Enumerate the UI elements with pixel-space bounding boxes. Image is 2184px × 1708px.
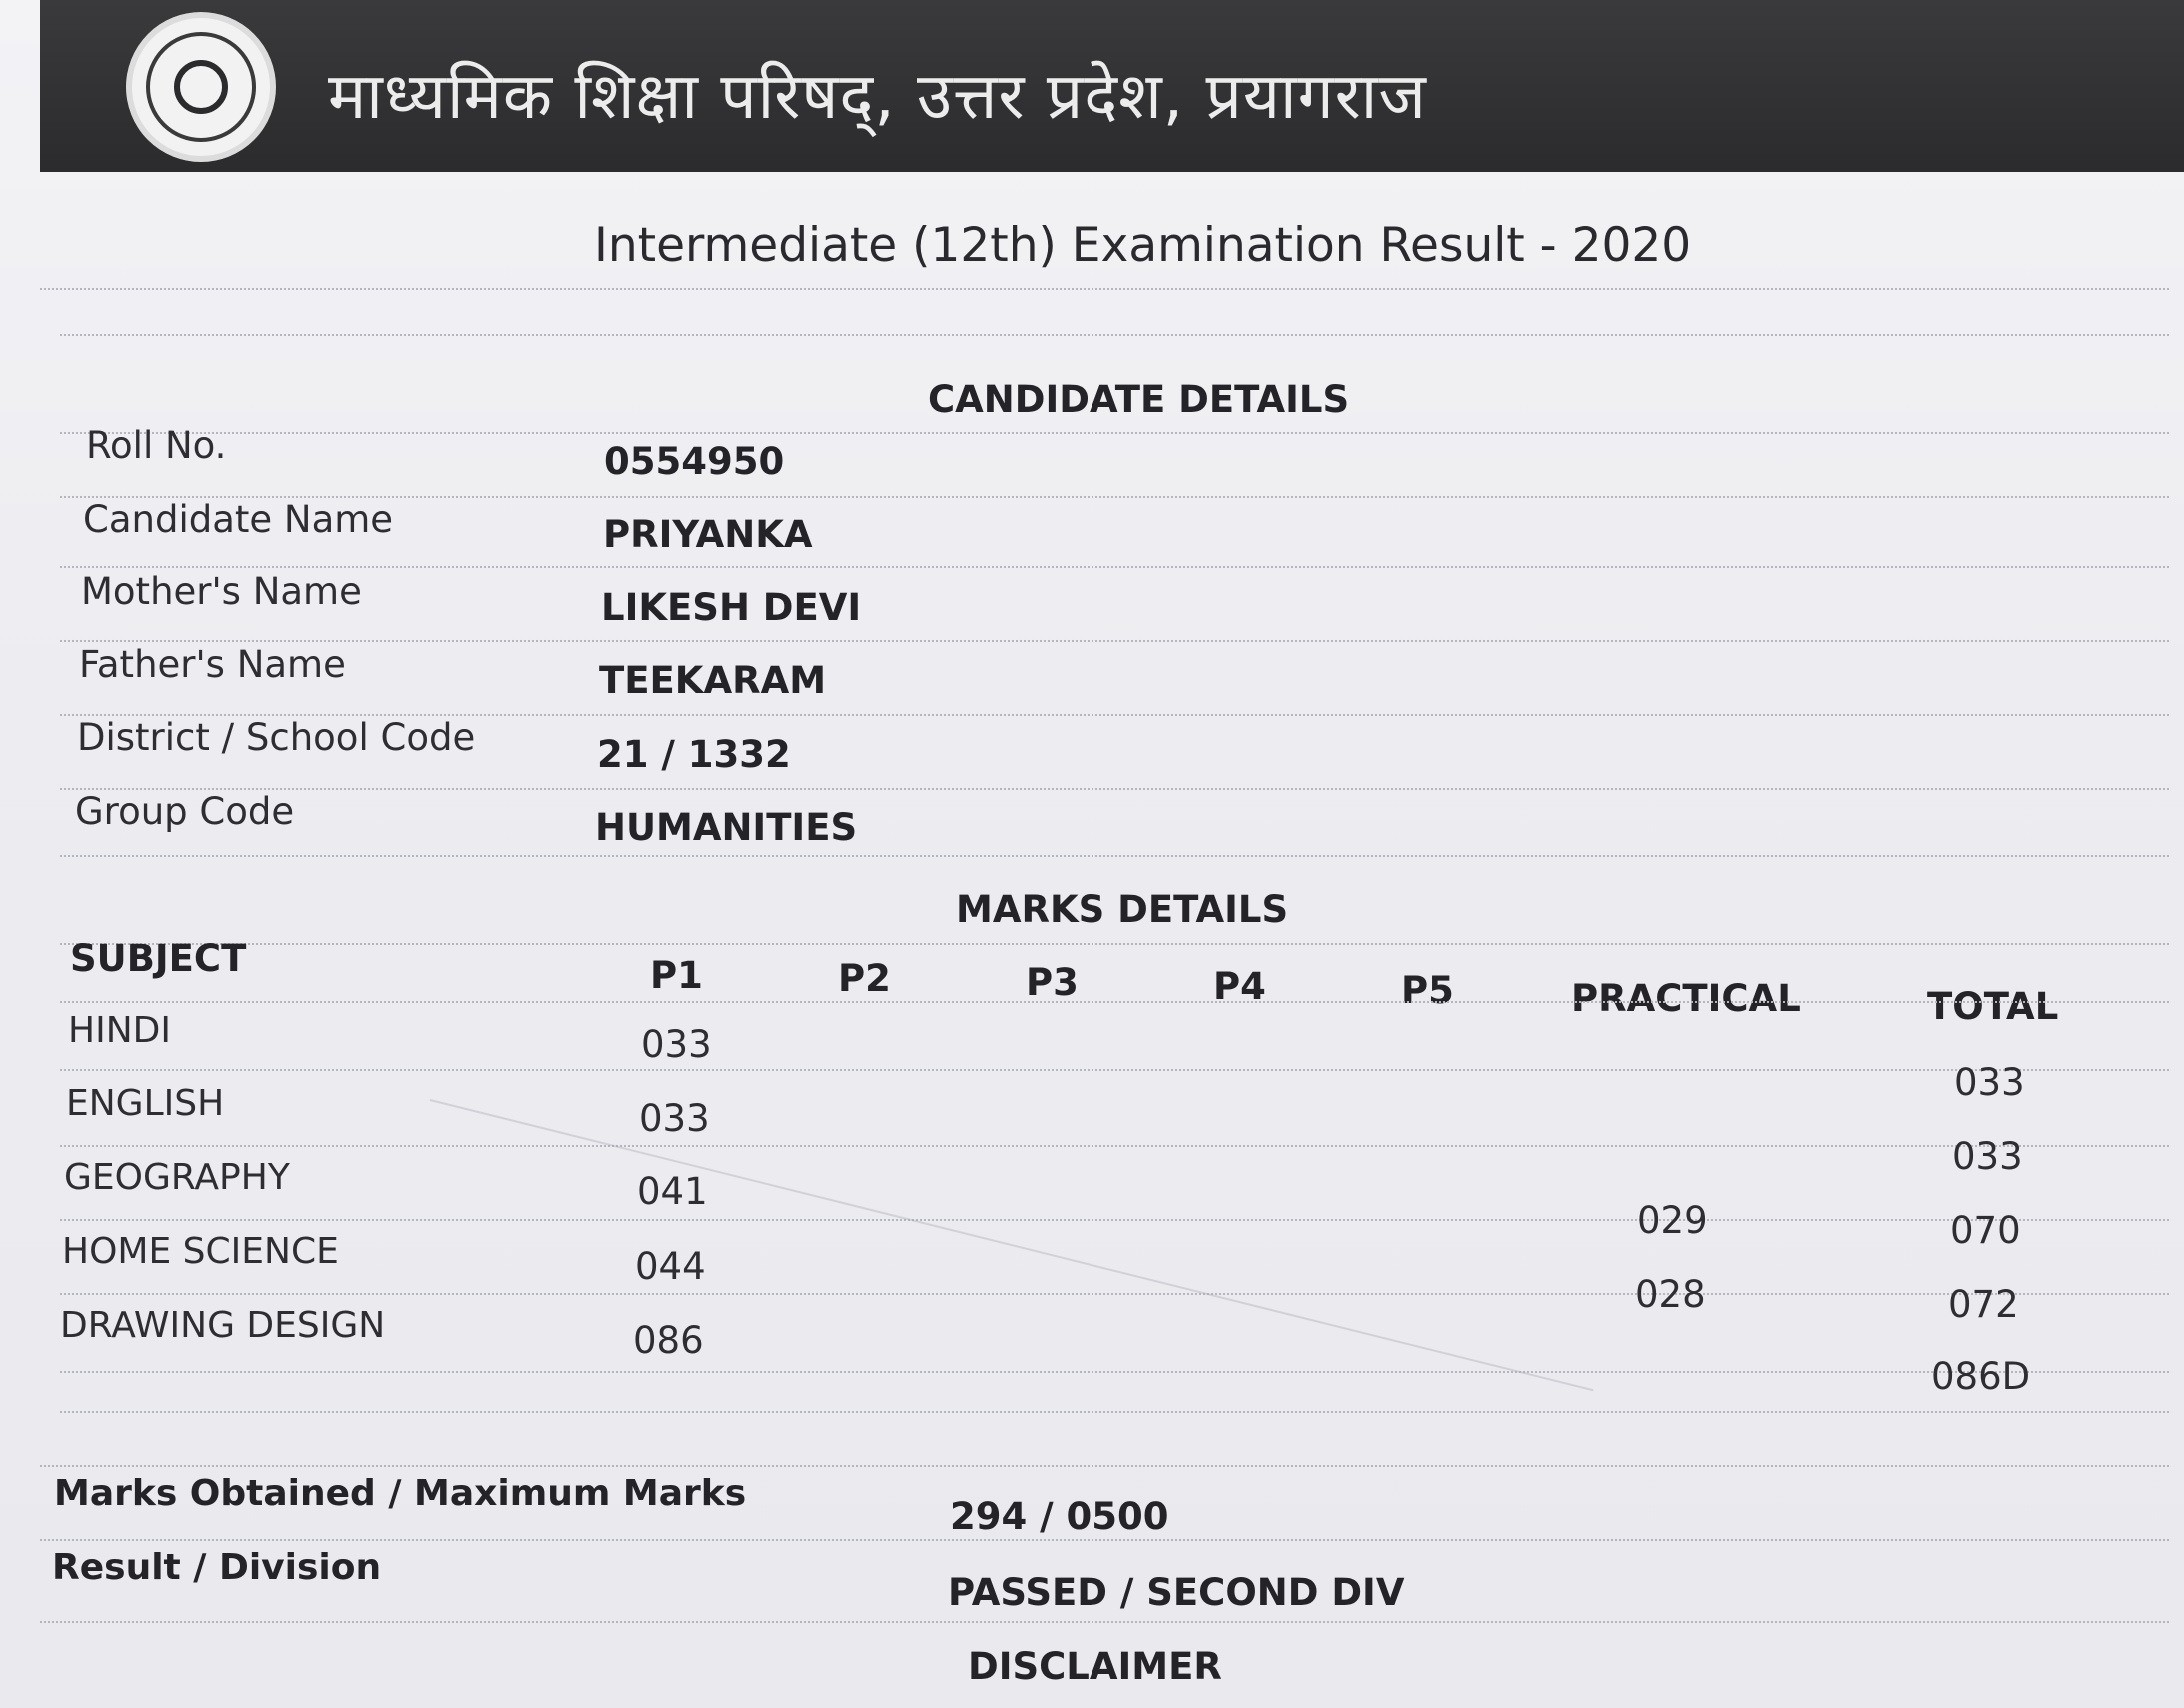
exam-title: Intermediate (12th) Examination Result - 2020 [594,218,1692,273]
mothers-name-value: LIKESH DEVI [601,586,862,629]
divider [40,1539,2169,1541]
divider [60,943,2169,945]
group-code-label: Group Code [75,790,295,833]
divider [40,1465,2169,1467]
col-practical: PRACTICAL [1571,977,1801,1020]
divider [60,566,2169,568]
divider [60,432,2169,434]
mark-p1: 033 [639,1097,710,1140]
result-division-value: PASSED / SECOND DIV [948,1571,1405,1614]
practical-value: 028 [1635,1273,1706,1316]
roll-no-label: Roll No. [86,424,227,467]
fathers-name-value: TEEKARAM [599,659,827,702]
candidate-name-value: PRIYANKA [603,513,813,556]
mark-p1: 044 [635,1245,706,1288]
mark-p1: 086 [633,1319,704,1362]
mothers-name-label: Mother's Name [81,570,362,613]
org-name: माध्यमिक शिक्षा परिषद्, उत्तर प्रदेश, प्रयागराज [328,60,1427,134]
col-p4: P4 [1213,965,1266,1008]
marks-details-heading: MARKS DETAILS [956,888,1289,931]
subject-name: GEOGRAPHY [64,1157,290,1198]
practical-value: 029 [1637,1199,1708,1242]
total-value: 086D [1931,1355,2031,1398]
group-code-value: HUMANITIES [595,806,858,849]
divider [60,1411,2169,1413]
col-subject: SUBJECT [70,937,247,980]
divider [60,334,2169,336]
divider [40,1621,2169,1623]
district-school-code-value: 21 / 1332 [597,733,791,776]
divider [60,855,2169,857]
subject-name: ENGLISH [66,1083,225,1124]
divider [60,1001,2169,1003]
board-emblem-icon [126,12,276,162]
col-p5: P5 [1401,969,1454,1012]
result-division-label: Result / Division [52,1547,382,1588]
divider [60,1219,2169,1221]
subject-name: HINDI [68,1010,171,1051]
subject-name: HOME SCIENCE [62,1231,339,1272]
candidate-details-heading: CANDIDATE DETAILS [928,378,1350,421]
total-value: 033 [1954,1061,2025,1104]
marks-obtained-value: 294 / 0500 [950,1495,1169,1538]
roll-no-value: 0554950 [604,440,785,483]
total-value: 070 [1950,1209,2021,1252]
col-p1: P1 [650,954,703,997]
candidate-name-label: Candidate Name [83,498,394,541]
divider [60,1145,2169,1147]
col-p2: P2 [838,957,891,1000]
marks-obtained-label: Marks Obtained / Maximum Marks [54,1473,747,1514]
district-school-code-label: District / School Code [77,716,476,759]
col-total: TOTAL [1927,985,2059,1028]
total-value: 033 [1952,1135,2023,1178]
mark-p1: 033 [641,1023,712,1066]
divider [60,788,2169,790]
total-value: 072 [1948,1283,2019,1326]
paper-fold-crease [430,1099,1594,1391]
fathers-name-label: Father's Name [79,643,346,686]
subject-name: DRAWING DESIGN [60,1305,386,1346]
divider [60,1069,2169,1071]
divider [60,640,2169,642]
emblem-core [174,60,228,114]
divider [60,1293,2169,1295]
divider [60,1371,2169,1373]
mark-p1: 041 [637,1170,708,1213]
col-p3: P3 [1026,961,1079,1004]
disclaimer-heading: DISCLAIMER [968,1645,1222,1688]
divider [40,288,2169,290]
